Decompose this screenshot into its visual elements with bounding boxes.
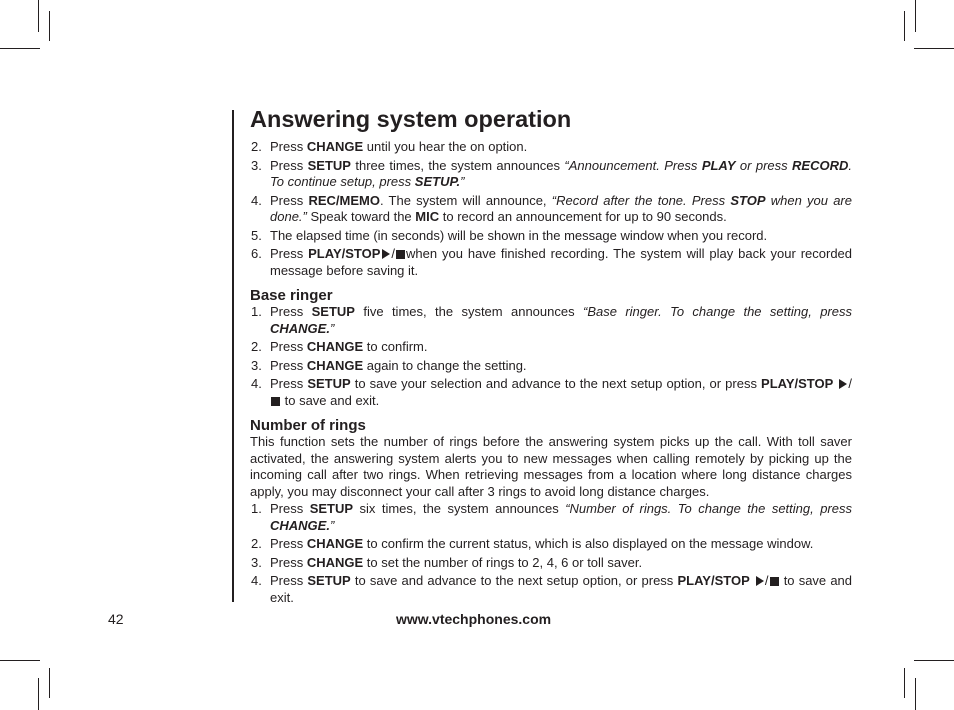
play-icon (756, 576, 764, 586)
step-text-segment: when you are done.” (270, 192, 852, 224)
step-number: 6. (251, 246, 262, 261)
step-number: 3. (251, 157, 262, 173)
step-number: 2. (251, 536, 262, 551)
step-text-segment: five times, the system announces (354, 304, 583, 319)
crop-mark-top-left-h (0, 48, 40, 49)
step-text-segment: SETUP (311, 304, 355, 319)
list-item (250, 193, 852, 226)
stop-icon (271, 397, 280, 406)
crop-mark-bottom-left-h (0, 660, 40, 661)
crop-mark-top-right-v (904, 11, 905, 41)
step-text-segment: or press (735, 157, 793, 173)
crop-mark-bottom-left-v2 (38, 678, 39, 710)
list-item (250, 376, 852, 409)
step-text-segment: PLAY/STOP (677, 573, 750, 588)
step-text-segment: Press (270, 304, 312, 319)
step-text-segment: The elapsed time (in seconds) will be shown in the message window when you record. (270, 227, 768, 243)
crop-mark-bottom-right-v2 (915, 678, 916, 710)
step-text-segment: “Number of rings. To change the setting, press (565, 501, 852, 516)
section-heading: Base ringer (250, 287, 333, 304)
step-text-segment: ” (329, 517, 335, 533)
step-text-segment: “Base ringer. To change the setting, press (582, 304, 852, 319)
step-text-segment: / (391, 246, 396, 261)
step-text-segment: CHANGE (306, 536, 364, 551)
list-item (250, 555, 852, 572)
step-text-segment: SETUP. (414, 174, 461, 189)
step-list (250, 501, 852, 606)
step-text-segment: ” (329, 320, 335, 336)
list-item (250, 339, 852, 356)
step-text-segment: ” (460, 174, 465, 189)
step-text-segment: to save and exit. (270, 573, 853, 605)
step-text-segment: . To continue setup, press (270, 157, 852, 189)
section-heading: Number of rings (250, 417, 366, 434)
step-text-segment: Press (270, 536, 307, 551)
step-text-segment: to record an announcement for up to 90 seconds. (439, 209, 727, 224)
list-item (250, 158, 852, 191)
section-description: This function sets the number of rings before the answering system picks up the call. With toll saver activated, the answering system alerts you to new messages when calling remotely by picking up the incoming call after two rings. When retrieving messages from a location where long distance charges apply, you may disconnect your call after 3 rings to avoid long distance charges. (250, 434, 852, 499)
step-text-segment: SETUP (307, 157, 351, 173)
step-text-segment: PLAY/STOP (761, 376, 834, 391)
crop-mark-top-left-v2 (38, 0, 39, 32)
crop-mark-top-left-v (49, 11, 50, 41)
step-text-segment: REC/MEMO (308, 192, 380, 208)
crop-mark-top-right-v2 (915, 0, 916, 32)
step-text-segment: CHANGE. (270, 517, 330, 533)
stop-icon (770, 577, 779, 586)
step-text-segment: Press (270, 139, 307, 154)
step-number: 4. (251, 192, 262, 208)
step-text-segment: SETUP (307, 573, 351, 588)
play-icon (382, 249, 390, 259)
margin-rule (232, 110, 234, 602)
step-number: 2. (251, 139, 262, 154)
sections (250, 287, 852, 606)
step-text-segment: CHANGE (306, 357, 364, 373)
step-text-segment: CHANGE (306, 554, 364, 570)
list-item (250, 358, 852, 375)
list-item (250, 501, 852, 534)
list-item (250, 536, 852, 553)
step-text-segment (750, 573, 754, 588)
step-number: 4. (251, 376, 262, 391)
list-item (250, 246, 852, 279)
list-item (250, 573, 852, 606)
step-text-segment: to confirm the current status, which is also displayed on the message window. (363, 536, 814, 551)
step-text-segment: again to change the setting. (363, 357, 527, 373)
step-text-segment: to save and advance to the next setup option, or press (350, 573, 678, 588)
step-number: 4. (251, 573, 262, 588)
list-item (250, 139, 852, 156)
step-text-segment (833, 376, 837, 391)
step-text-segment: STOP (730, 192, 766, 208)
step-text-segment: three times, the system announces (350, 157, 565, 173)
list-item (250, 228, 852, 245)
step-text-segment: RECORD (792, 157, 849, 173)
step-text-segment: PLAY (701, 157, 736, 173)
step-text-segment: to confirm. (363, 339, 428, 354)
footer-url: www.vtechphones.com (396, 611, 552, 627)
step-text-segment: Speak toward the (306, 209, 416, 224)
crop-mark-bottom-right-h (914, 660, 954, 661)
step-text-segment: to set the number of rings to 2, 4, 6 or toll saver. (363, 554, 643, 570)
intro-step-list (250, 139, 852, 279)
step-text-segment: to save your selection and advance to the next setup option, or press (350, 376, 762, 391)
step-text-segment: PLAY/STOP (308, 246, 381, 261)
crop-mark-top-right-h (914, 48, 954, 49)
page-content (250, 104, 852, 608)
step-text-segment: to save and exit. (281, 392, 380, 408)
step-text-segment: “Announcement. Press (564, 157, 702, 173)
step-text-segment: Press (270, 357, 307, 373)
page-title: Answering system operation (250, 106, 572, 132)
step-number: 1. (251, 501, 262, 516)
step-text-segment: / (848, 376, 852, 391)
step-number: 5. (251, 227, 262, 243)
crop-mark-bottom-left-v (49, 668, 50, 698)
stop-icon (396, 250, 405, 259)
step-text-segment: Press (270, 376, 308, 391)
page-number: 42 (108, 611, 124, 627)
crop-mark-bottom-right-v (904, 668, 905, 698)
step-text-segment: CHANGE (306, 139, 364, 154)
step-text-segment: Press (270, 339, 307, 354)
step-text-segment: Press (270, 246, 309, 261)
step-number: 2. (251, 339, 262, 354)
step-text-segment: MIC (415, 209, 440, 224)
step-text-segment: Press (270, 554, 307, 570)
step-text-segment: when you have finished recording. The system will play back your recorded message before saving it. (270, 246, 853, 278)
step-number: 3. (251, 554, 262, 570)
step-text-segment: Press (270, 157, 308, 173)
step-text-segment: / (764, 573, 769, 588)
step-number: 1. (251, 304, 262, 319)
step-text-segment: . The system will announce, (379, 192, 552, 208)
step-text-segment: Press (270, 573, 308, 588)
step-text-segment: until you hear the on option. (363, 139, 528, 154)
step-text-segment: SETUP (309, 501, 354, 516)
step-text-segment: Press (270, 501, 310, 516)
step-text-segment: six times, the system announces (353, 501, 566, 516)
step-text-segment: Press (270, 192, 309, 208)
step-text-segment: SETUP (307, 376, 351, 391)
list-item (250, 304, 852, 337)
step-number: 3. (251, 357, 262, 373)
step-list (250, 304, 852, 409)
step-text-segment: CHANGE. (270, 320, 330, 336)
step-text-segment: “Record after the tone. Press (551, 192, 731, 208)
play-icon (839, 379, 847, 389)
step-text-segment: CHANGE (306, 339, 364, 354)
